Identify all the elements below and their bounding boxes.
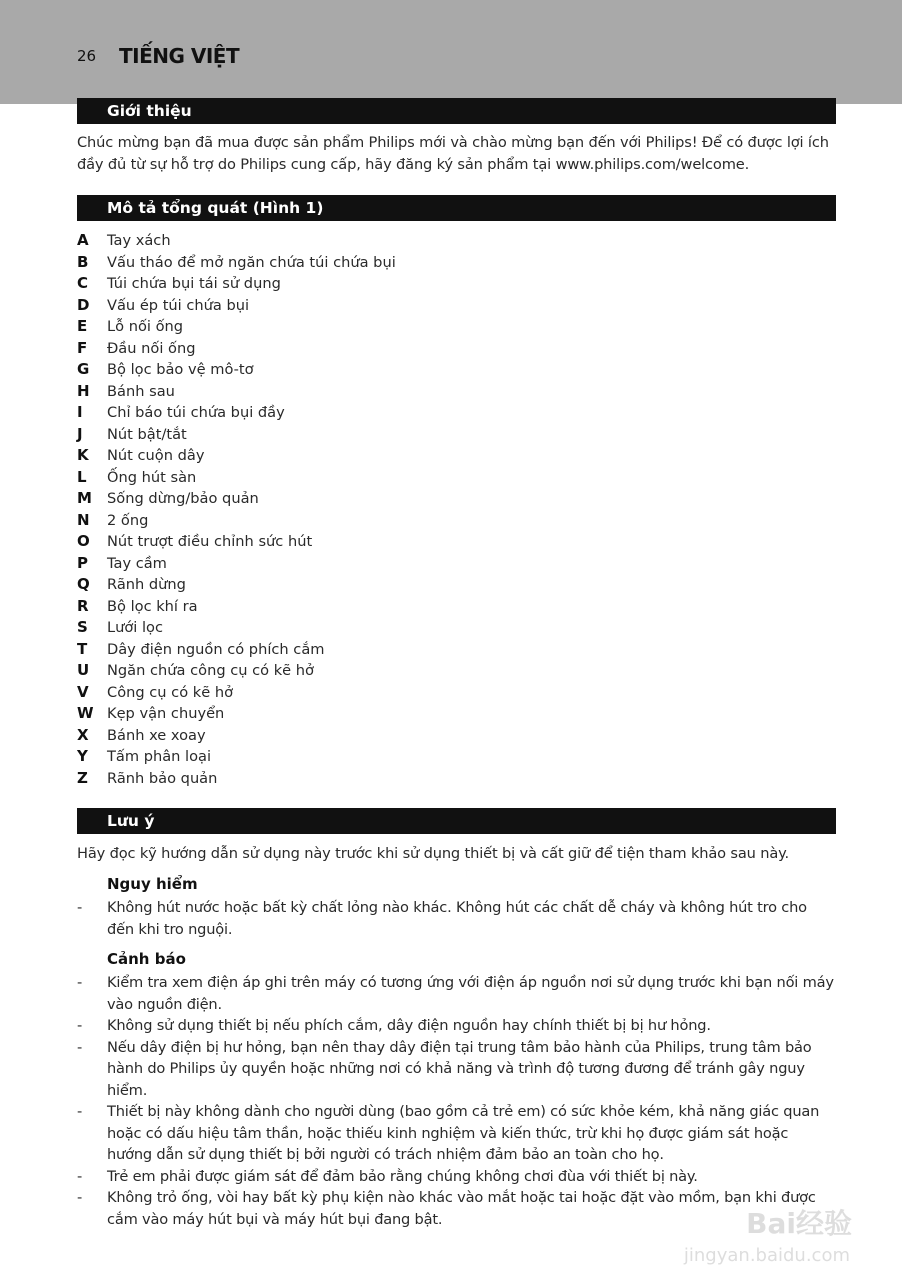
bullet-text: Thiết bị này không dành cho người dùng (bao gồm cả trẻ em) có sức khỏe kém, khả năng giác quan hoặc có dấu hiệu tâm thần, hoặc thiếu kinh nghiệm và kiến thức, trừ khi họ được giám sát hoặc hướng dẫn sử dụng thiết bị bởi người có trách nhiệm đảm bảo an toàn cho họ. — [107, 1103, 820, 1163]
part-item — [77, 381, 577, 403]
section-header-general: Mô tả tổng quát (Hình 1) — [77, 195, 836, 221]
bullet-dash: - — [77, 974, 83, 991]
bullet-text: Không trỏ ống, vòi hay bất kỳ phụ kiện nào khác vào mắt hoặc tai hoặc đặt vào mồm, bạn khi được cắm vào máy hút bụi và máy hút bụi đang bật. — [107, 1189, 816, 1228]
part-item — [77, 531, 577, 553]
part-item — [77, 553, 577, 575]
part-item — [77, 295, 577, 317]
part-item — [77, 725, 577, 747]
part-item — [77, 703, 577, 725]
part-letter: D — [77, 295, 90, 314]
part-letter: P — [77, 553, 88, 572]
part-label: Bộ lọc bảo vệ mô-tơ — [107, 361, 254, 378]
bullet-text: Kiểm tra xem điện áp ghi trên máy có tương ứng với điện áp nguồn nơi sử dụng trước khi bạn nối máy vào nguồn điện. — [107, 974, 834, 1013]
part-letter: W — [77, 704, 94, 722]
part-label: Lỗ nối ống — [107, 318, 184, 335]
part-letter: G — [77, 360, 90, 378]
language-title: TIẾNG VIỆT — [119, 44, 240, 68]
watermark-url: jingyan.baidu.com — [683, 1245, 850, 1266]
warning-list — [77, 972, 837, 1230]
part-label: Đầu nối ống — [107, 339, 196, 357]
part-label: Bộ lọc khí ra — [107, 597, 198, 615]
part-letter: U — [77, 661, 90, 679]
part-letter: Q — [77, 575, 90, 593]
bullet-item — [77, 1187, 837, 1230]
part-item — [77, 510, 577, 532]
bullet-item — [77, 1166, 837, 1188]
part-item — [77, 230, 577, 252]
intro-paragraph: Chúc mừng bạn đã mua được sản phẩm Philips mới và chào mừng bạn đến với Philips! Để có được lợi ích đầy đủ từ sự hỗ trợ do Philips cung cấp, hãy đăng ký sản phẩm tại www.philips.com/welcome. — [77, 134, 829, 173]
bullet-text: Trẻ em phải được giám sát để đảm bảo rằng chúng không chơi đùa với thiết bị này. — [107, 1167, 698, 1185]
part-item — [77, 682, 577, 704]
bullet-text: Không hút nước hoặc bất kỳ chất lỏng nào khác. Không hút các chất dễ cháy và không hút tro cho đến khi tro nguội. — [107, 899, 807, 938]
warning-title: Cảnh báo — [107, 950, 186, 968]
part-letter: H — [77, 381, 90, 400]
section-header-notes: Lưu ý — [77, 808, 836, 834]
bullet-item — [77, 1015, 837, 1037]
bullet-dash: - — [77, 1189, 83, 1206]
part-label: Ống hút sàn — [107, 468, 197, 486]
part-label: Lưới lọc — [107, 619, 164, 636]
bullet-dash: - — [77, 1103, 83, 1120]
section-header-intro: Giới thiệu — [77, 98, 836, 124]
part-label: Bánh sau — [107, 382, 175, 400]
part-letter: F — [77, 338, 88, 357]
part-letter: C — [77, 274, 89, 292]
part-letter: B — [77, 252, 89, 271]
part-label: Nút trượt điều chỉnh sức hút — [107, 533, 313, 550]
part-letter: I — [77, 403, 83, 421]
part-label: Vấu ép túi chứa bụi — [107, 296, 250, 314]
part-label: Tay cầm — [107, 554, 167, 572]
part-item — [77, 273, 577, 295]
part-label: Chỉ báo túi chứa bụi đầy — [107, 404, 285, 421]
part-letter: E — [77, 317, 88, 335]
part-label: Rãnh dừng — [107, 576, 186, 593]
part-letter: R — [77, 596, 89, 615]
part-item — [77, 660, 577, 682]
bullet-item — [77, 972, 837, 1015]
part-item — [77, 746, 577, 768]
page-header — [0, 0, 902, 104]
bullet-dash: - — [77, 1017, 83, 1034]
bullet-text: Nếu dây điện bị hư hỏng, bạn nên thay dây điện tại trung tâm bảo hành của Philips, trung tâm bảo hành do Philips ủy quyền hoặc những nơi có khả năng và trình độ tương đương để tránh gây nguy hiểm. — [107, 1038, 812, 1099]
part-letter: T — [77, 639, 88, 658]
danger-title: Nguy hiểm — [107, 875, 198, 893]
part-label: 2 ống — [107, 511, 149, 529]
page-number: 26 — [77, 47, 97, 65]
part-label: Rãnh bảo quản — [107, 769, 218, 787]
part-label: Sống dừng/bảo quản — [107, 490, 259, 507]
part-letter: A — [77, 231, 89, 249]
part-item — [77, 488, 577, 510]
part-letter: L — [77, 467, 87, 486]
part-label: Vấu tháo để mở ngăn chứa túi chứa bụi — [107, 253, 396, 271]
part-item — [77, 359, 577, 381]
part-item — [77, 252, 577, 274]
part-label: Tay xách — [107, 232, 171, 249]
part-item — [77, 402, 577, 424]
part-letter: V — [77, 682, 89, 701]
part-item — [77, 639, 577, 661]
notes-intro: Hãy đọc kỹ hướng dẫn sử dụng này trước khi sử dụng thiết bị và cất giữ để tiện tham khảo sau này. — [77, 845, 790, 862]
part-label: Tấm phân loại — [107, 748, 212, 765]
part-label: Ngăn chứa công cụ có kẽ hở — [107, 662, 314, 679]
part-item — [77, 617, 577, 639]
part-letter: N — [77, 510, 90, 529]
part-letter: J — [77, 424, 83, 443]
part-item — [77, 768, 577, 790]
danger-list — [77, 897, 837, 940]
bullet-text: Không sử dụng thiết bị nếu phích cắm, dây điện nguồn hay chính thiết bị bị hư hỏng. — [107, 1017, 711, 1034]
part-letter: S — [77, 618, 88, 636]
bullet-dash: - — [77, 899, 83, 916]
part-letter: O — [77, 532, 90, 550]
watermark-logo: Bai经验 — [746, 1207, 852, 1240]
part-letter: M — [77, 489, 92, 507]
part-label: Công cụ có kẽ hở — [107, 683, 234, 701]
bullet-item — [77, 897, 837, 940]
bullet-item — [77, 1101, 837, 1166]
part-item — [77, 467, 577, 489]
part-item — [77, 445, 577, 467]
bullet-dash: - — [77, 1038, 83, 1056]
part-label: Kẹp vận chuyển — [107, 705, 225, 722]
bullet-dash: - — [77, 1167, 83, 1185]
bullet-item — [77, 1037, 837, 1102]
part-item — [77, 596, 577, 618]
part-label: Dây điện nguồn có phích cắm — [107, 640, 325, 658]
part-letter: Y — [77, 747, 88, 765]
part-item — [77, 574, 577, 596]
part-label: Nút cuộn dây — [107, 447, 205, 464]
part-item — [77, 316, 577, 338]
part-letter: K — [77, 446, 89, 464]
part-letter: X — [77, 725, 89, 744]
part-label: Nút bật/tắt — [107, 425, 187, 443]
part-item — [77, 338, 577, 360]
part-label: Túi chứa bụi tái sử dụng — [107, 275, 281, 292]
part-item — [77, 424, 577, 446]
part-label: Bánh xe xoay — [107, 726, 206, 744]
part-letter: Z — [77, 768, 88, 787]
parts-list — [77, 230, 577, 789]
